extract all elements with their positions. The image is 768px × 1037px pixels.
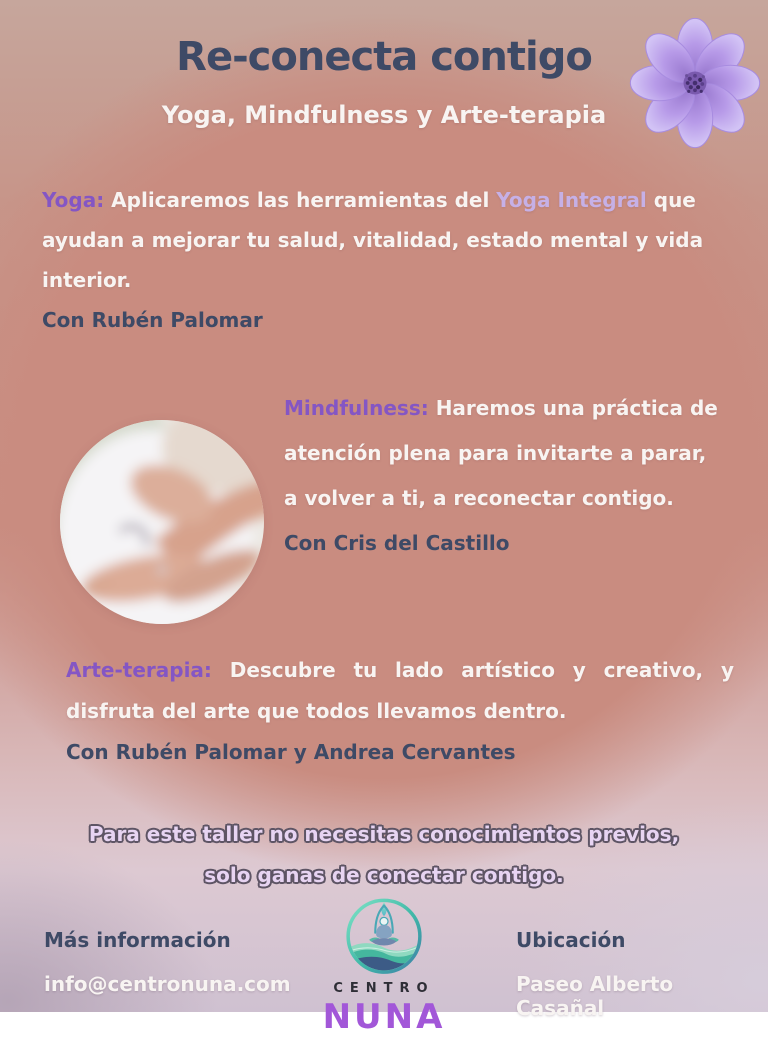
logo-nuna-text: NUNA bbox=[322, 997, 446, 1037]
tagline bbox=[0, 814, 768, 896]
tagline-line2: solo ganas de conectar contigo. bbox=[204, 863, 564, 887]
mindfulness-label: Mindfulness: bbox=[284, 396, 429, 420]
tagline-line1: Para este taller no necesitas conocimientos previos, bbox=[88, 822, 680, 846]
yoga-label: Yoga: bbox=[42, 188, 105, 212]
hands-photo-image bbox=[60, 420, 264, 624]
yoga-text-after: que ayudan a mejorar tu salud, vitalidad, estado mental y vida interior. bbox=[42, 188, 704, 292]
logo-centro-text: CENTRO bbox=[333, 981, 435, 996]
yoga-credit: Con Rubén Palomar bbox=[42, 308, 263, 332]
page-title: Re-conecta contigo bbox=[176, 34, 592, 80]
arte-terapia-credit: Con Rubén Palomar y Andrea Cervantes bbox=[66, 740, 516, 764]
more-info-label: Más información bbox=[44, 928, 231, 952]
mindfulness-text: Haremos una práctica de atención plena para invitarte a parar, a volver a ti, a reconectar contigo. bbox=[284, 396, 718, 510]
yoga-highlight: Yoga Integral bbox=[496, 188, 647, 212]
arte-terapia-label: Arte-terapia: bbox=[66, 658, 212, 682]
yoga-section bbox=[42, 180, 742, 340]
page-subtitle: Yoga, Mindfulness y Arte-terapia bbox=[161, 101, 607, 129]
mindfulness-section bbox=[284, 386, 718, 566]
location-address: Paseo Alberto Casañal bbox=[516, 972, 674, 1020]
yoga-text: Aplicaremos las herramientas del bbox=[111, 188, 490, 212]
hands-photo bbox=[60, 420, 264, 624]
arte-terapia-text: Descubre tu lado artístico y creativo, y disfruta del arte que todos llevamos dentro. bbox=[66, 658, 734, 723]
mindfulness-credit: Con Cris del Castillo bbox=[284, 531, 510, 555]
arte-terapia-section bbox=[66, 650, 734, 773]
location-label: Ubicación bbox=[516, 928, 626, 952]
contact-email: info@centronuna.com bbox=[44, 972, 291, 996]
centro-nuna-logo-icon bbox=[340, 896, 428, 980]
